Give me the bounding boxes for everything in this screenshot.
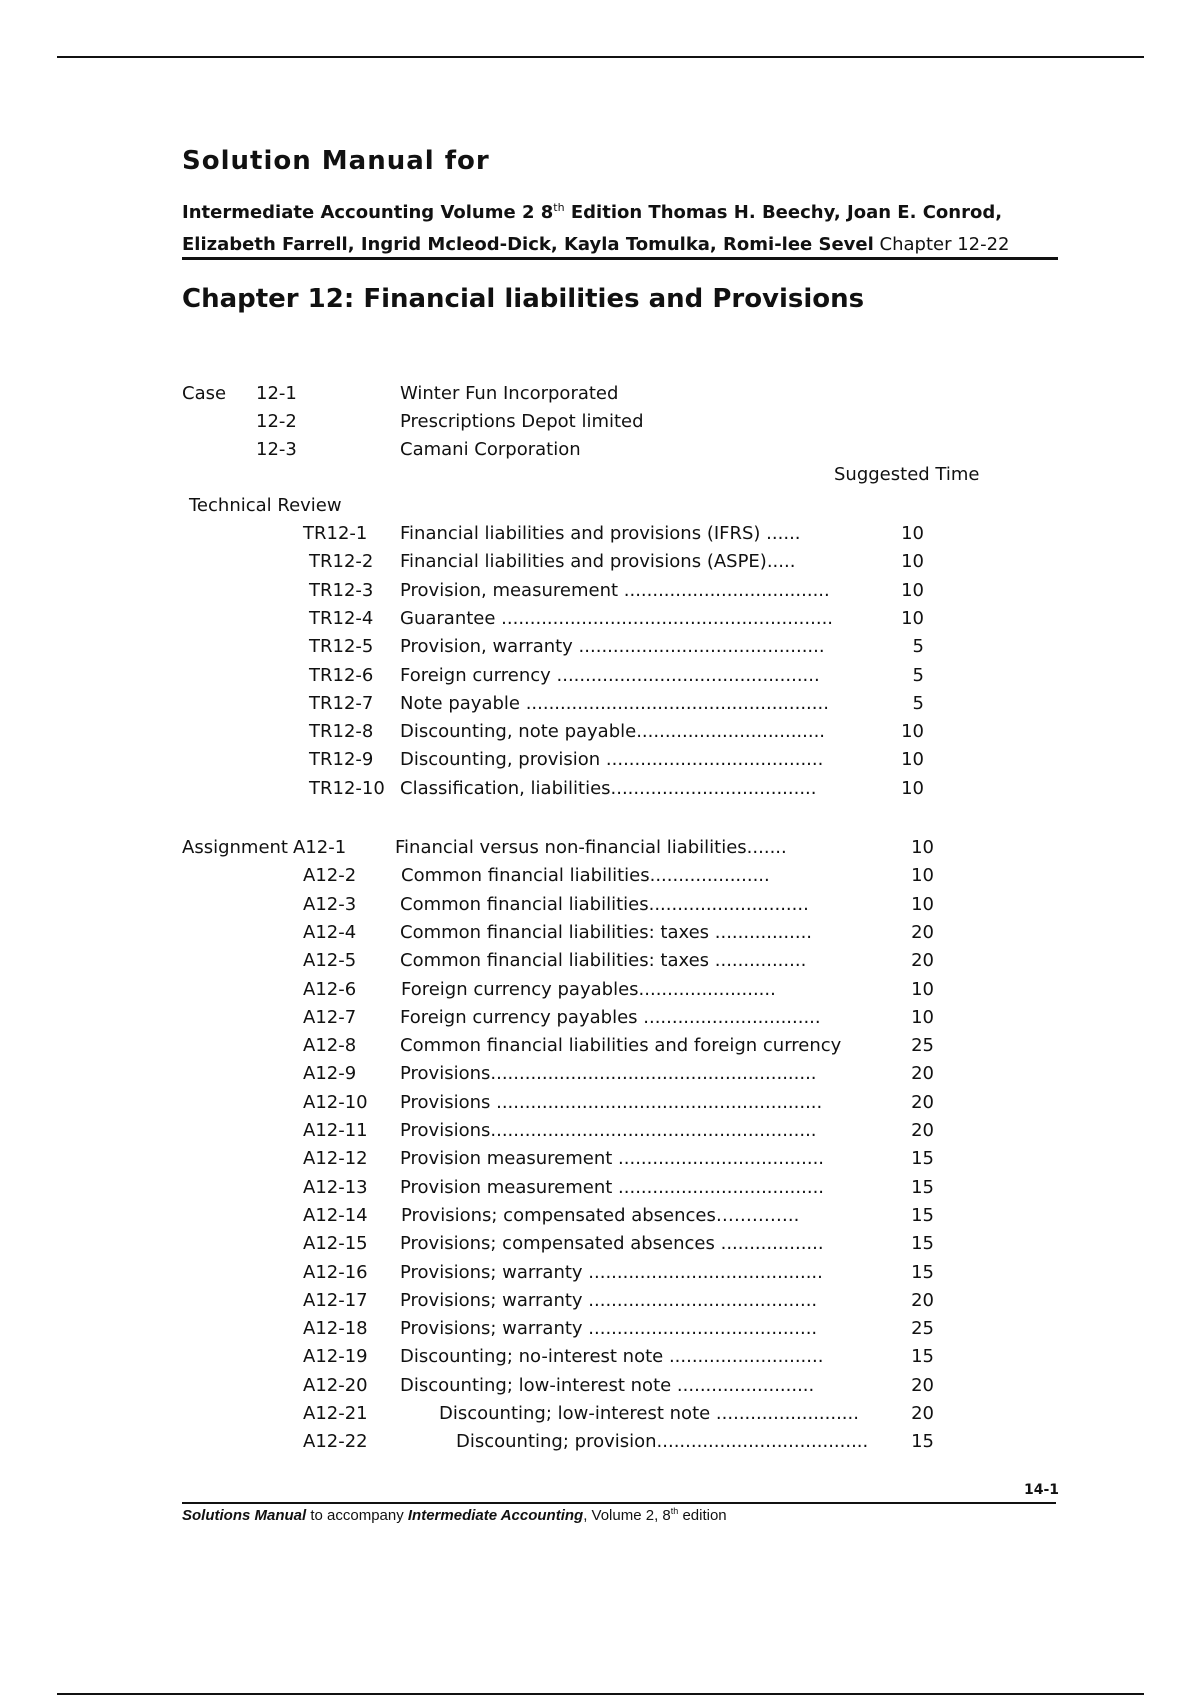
assignment-row [0,834,1200,862]
assignment-row [0,891,1200,919]
assignment-row [0,1287,1200,1315]
assignment-code: A12-20 [303,1374,368,1396]
assignment-title: Common financial liabilities: taxes ................ [400,950,807,972]
case-code: 12-1 [256,383,297,404]
technical-review-row [0,662,1200,690]
footer-text-3: edition [678,1507,727,1524]
assignment-code: A12-14 [303,1204,368,1226]
subtitle-book: Intermediate Accounting Volume 2 8 [182,202,554,223]
tr-code: TR12-1 [303,523,368,544]
technical-review-row [0,690,1200,718]
assignment-time: 15 [911,1148,934,1170]
chapter-title: Chapter 12: Financial liabilities and Provisions [182,284,865,314]
assignment-row [0,1230,1200,1258]
assignment-time: 15 [911,1261,934,1283]
assignment-title: Common financial liabilities and foreign currency [400,1035,842,1057]
assignment-title: Common financial liabilities: taxes ................. [400,921,813,943]
assignment-title: Provisions; compensated absences .................. [400,1233,824,1255]
tr-title: Discounting, note payable................................. [400,721,826,743]
assignment-time: 15 [911,1431,934,1453]
tr-code: TR12-10 [309,777,385,799]
assignment-code: A12-6 [303,978,357,1000]
assignment-time: 20 [911,1120,934,1141]
assignment-time: 10 [911,837,934,858]
assignment-row [0,1145,1200,1173]
assignment-row [0,1174,1200,1202]
assignment-row [0,1004,1200,1032]
footer-italic-1: Solutions Manual [182,1507,307,1524]
case-title: Prescriptions Depot limited [400,411,644,432]
technical-review-row [0,548,1200,576]
tr-title: Provision, measurement .................................... [400,579,830,601]
assignment-row [0,1060,1200,1088]
assignment-code: A12-1 [293,837,347,858]
footer-sup: th [670,1506,679,1516]
assignment-title: Provision measurement .................................... [400,1176,825,1198]
tr-time: 10 [901,523,924,544]
tr-code: TR12-2 [309,551,374,573]
assignment-time: 15 [911,1204,934,1226]
assignment-time: 15 [911,1176,934,1198]
assignment-row [0,1032,1200,1060]
assignment-code: A12-7 [303,1006,357,1028]
assignment-time: 20 [911,1374,934,1396]
assignment-title: Provisions; warranty ......................................... [400,1261,823,1283]
assignment-time: 25 [911,1035,934,1057]
manual-title: Solution Manual for [182,146,490,176]
case-label: Case [182,383,227,404]
assignment-title: Provisions; warranty ........................................ [400,1318,818,1340]
case-row [0,408,1200,436]
assignment-row [0,1343,1200,1371]
footer-italic-2: Intermediate Accounting [407,1507,584,1524]
tr-code: TR12-3 [309,579,374,601]
assignment-title: Provision measurement .................................... [400,1148,825,1170]
assignment-title: Foreign currency payables ............................... [400,1006,821,1028]
assignment-title: Common financial liabilities............................ [400,893,809,915]
book-subtitle [182,192,1058,261]
assignment-code: A12-16 [303,1261,368,1283]
assignment-row [0,947,1200,975]
assignment-row [0,1315,1200,1343]
subtitle-chapters: Chapter 12-22 [873,234,1010,255]
case-row [0,380,1200,408]
case-code: 12-2 [256,411,297,432]
subtitle-authors: Edition Thomas H. Beechy, Joan E. Conrod, Elizabeth Farrell, Ingrid Mcleod-Dick, Kayla Tomulka, Romi-lee Sevel [182,202,1003,255]
assignment-title: Discounting; low-interest note ........................ [400,1374,815,1396]
assignment-code: A12-19 [303,1346,368,1368]
assignment-code: A12-10 [303,1091,368,1113]
tr-time: 10 [901,607,924,629]
assignment-row [0,1372,1200,1400]
assignment-time: 15 [911,1233,934,1255]
technical-review-row [0,718,1200,746]
assignment-row [0,862,1200,890]
assignment-time: 10 [911,865,934,887]
footer-text [182,1506,727,1524]
assignment-time: 10 [911,978,934,1000]
assignment-time: 20 [911,950,934,972]
assignment-code: A12-15 [303,1233,368,1255]
tr-time: 5 [912,664,924,686]
bottom-rule [57,1693,1144,1695]
assignment-code: A12-2 [303,865,357,887]
assignment-row [0,976,1200,1004]
tr-title: Classification, liabilities.................................... [400,777,817,799]
assignment-code: A12-21 [303,1403,368,1424]
assignment-code: A12-9 [303,1063,357,1085]
tr-time: 10 [901,777,924,799]
tr-time: 10 [901,721,924,743]
assignment-title: Provisions; compensated absences………….. [401,1204,800,1226]
tr-title: Guarantee .......................................................... [400,607,834,629]
top-rule [57,56,1144,58]
assignment-title: Discounting; provision..................................... [456,1431,869,1453]
assignment-code: A12-13 [303,1176,368,1198]
assignment-title: Provisions......................................................... [400,1120,817,1141]
tr-time: 10 [901,749,924,771]
tr-code: TR12-4 [309,607,374,629]
assignment-title: Foreign currency payables........................ [401,978,776,1000]
tr-code: TR12-5 [309,636,374,658]
assignment-title: Discounting; low-interest note ......................... [439,1403,859,1424]
tr-title: Provision, warranty ........................................... [400,636,825,658]
assignment-time: 15 [911,1346,934,1368]
assignment-code: A12-11 [303,1120,368,1141]
footer-text-1: to accompany [306,1507,408,1524]
tr-time: 10 [901,551,924,573]
assignment-time: 20 [911,1063,934,1085]
tr-code: TR12-8 [309,721,374,743]
technical-review-row [0,605,1200,633]
assignment-row [0,1202,1200,1230]
assignment-title: Common financial liabilities..................... [401,865,770,887]
case-row [0,436,1200,464]
assignment-title: Provisions......................................................... [400,1063,817,1085]
case-title: Winter Fun Incorporated [400,383,619,404]
technical-review-row [0,577,1200,605]
tr-title: Financial liabilities and provisions (IFRS) ...... [400,523,801,544]
tr-code: TR12-9 [309,749,374,771]
assignment-time: 10 [911,1006,934,1028]
technical-review-row [0,633,1200,661]
page-number: 14-1 [1024,1482,1060,1498]
assignment-label: Assignment [182,837,288,858]
technical-review-row [0,775,1200,803]
assignment-title: Provisions; warranty ........................................ [400,1289,818,1311]
assignment-row [0,1400,1200,1428]
assignment-title: Discounting; no-interest note ........................... [400,1346,824,1368]
assignment-time: 20 [911,921,934,943]
assignment-row [0,1428,1200,1456]
assignment-code: A12-4 [303,921,357,943]
tr-title: Discounting, provision ...................................... [400,749,824,771]
assignment-code: A12-12 [303,1148,368,1170]
assignment-row [0,919,1200,947]
tr-code: TR12-7 [309,692,374,714]
case-code: 12-3 [256,439,297,460]
tr-title: Note payable ..................................................... [400,692,829,714]
assignment-time: 25 [911,1318,934,1340]
assignment-title: Financial versus non-financial liabilities....... [395,837,787,858]
tr-title: Financial liabilities and provisions (ASPE)..... [400,551,796,573]
assignment-row [0,1117,1200,1145]
tr-time: 5 [912,692,924,714]
suggested-time-header: Suggested Time [834,464,980,485]
footer-rule [182,1502,1056,1504]
assignment-time: 20 [911,1403,934,1424]
assignment-row [0,1089,1200,1117]
assignment-time: 20 [911,1091,934,1113]
assignment-code: A12-18 [303,1318,368,1340]
assignment-code: A12-8 [303,1035,357,1057]
assignment-time: 10 [911,893,934,915]
assignment-title: Provisions ......................................................... [400,1091,823,1113]
assignment-code: A12-3 [303,893,357,915]
assignment-time: 20 [911,1289,934,1311]
technical-review-row [0,746,1200,774]
tr-time: 5 [912,636,924,658]
tr-title: Foreign currency .............................................. [400,664,820,686]
technical-review-label: Technical Review [189,495,342,516]
assignment-row [0,1259,1200,1287]
assignment-code: A12-5 [303,950,357,972]
case-title: Camani Corporation [400,439,581,460]
technical-review-row [0,520,1200,548]
tr-code: TR12-6 [309,664,374,686]
footer-text-2: , Volume 2, 8 [583,1507,671,1524]
assignment-code: A12-22 [303,1431,368,1453]
assignment-code: A12-17 [303,1289,368,1311]
subtitle-sup: th [553,201,565,214]
header-rule [182,257,1058,260]
tr-time: 10 [901,579,924,601]
